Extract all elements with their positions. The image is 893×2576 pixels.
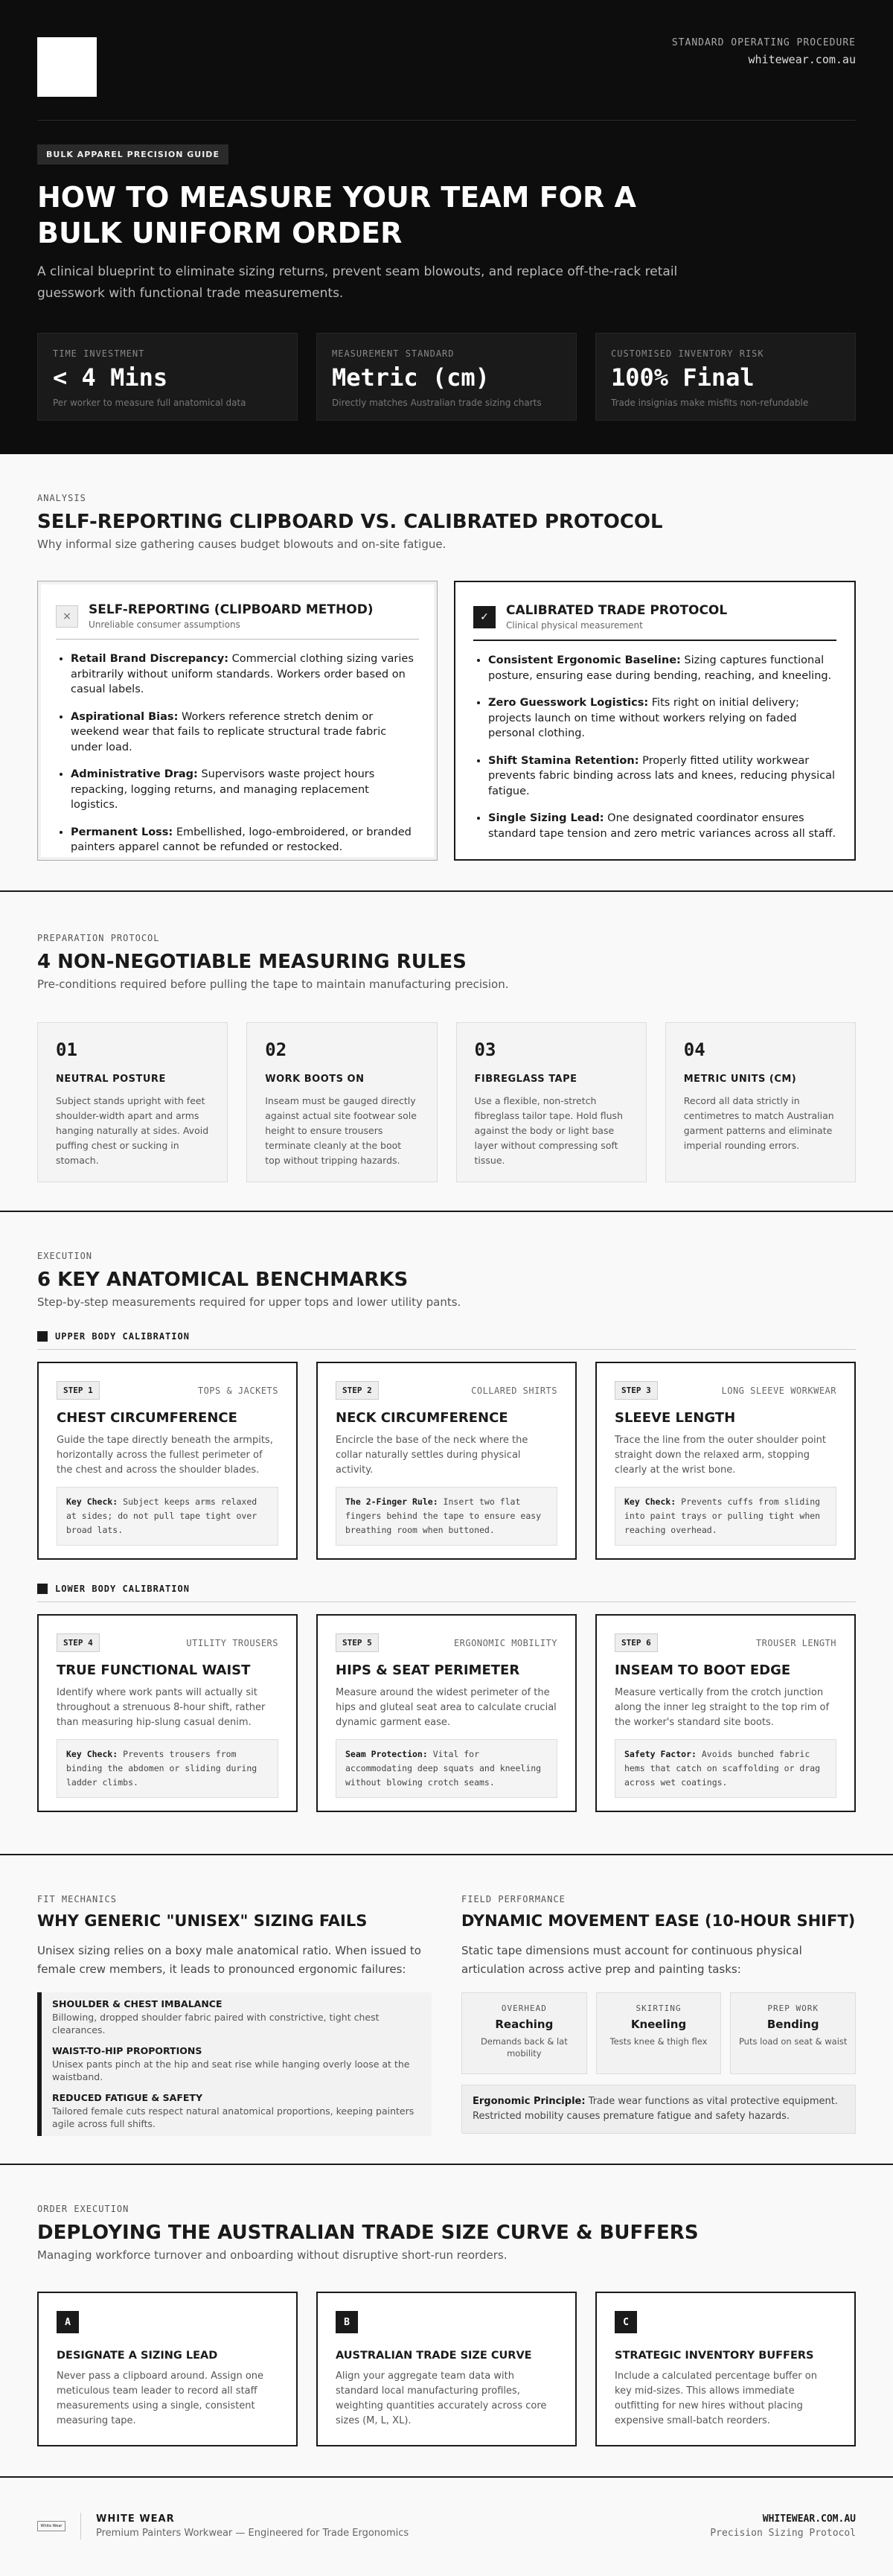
section-kicker: EXECUTION [37,1251,93,1261]
deployment-desc: Align your aggregate team data with standard local manufacturing profiles, weighting quantities accurately across core sizes (M, L, XL). [336,2371,547,2426]
card-title: SELF-REPORTING (CLIPBOARD METHOD) [89,602,374,617]
brand-logo[interactable] [37,37,97,97]
benchmark-card [316,1614,577,1812]
step-badge: STEP 6 [615,1633,658,1652]
benchmark-desc: Measure vertically from the crotch junction along the inner leg straight to the top rim of the worker's standard site boots. [615,1687,830,1728]
card-header [473,603,836,641]
deployment-card [37,2292,298,2446]
rule-desc: Use a flexible, non-stretch fibreglass tailor tape. Hold flush against the body or light base layer without compressing soft tissue. [474,1095,623,1166]
section-title: WHY GENERIC "UNISEX" SIZING FAILS [37,1912,368,1930]
upper-body-label: UPPER BODY CALIBRATION [37,1331,856,1350]
list-item [52,1998,421,2036]
item-text: Tailored female cuts respect natural anatomical proportions, keeping painters agile across full shifts. [52,2105,415,2129]
benchmark-desc: Guide the tape directly beneath the armpits, horizontally across the fullest perimeter of the chest and across the shoulder blades. [57,1435,273,1476]
benchmarks-section [0,1212,893,1855]
section-title: SELF-REPORTING CLIPBOARD VS. CALIBRATED PROTOCOL [37,511,663,533]
stat-value: 100% Final [611,363,755,392]
footer-doc-name: Precision Sizing Protocol [710,2528,856,2539]
key-check-note: Safety Factor: Avoids bunched fabric hems that catch on scaffolding or drag across wet coatings. [615,1739,836,1798]
stat-value: Metric (cm) [332,363,490,392]
rule-title: FIBREGLASS TAPE [474,1074,577,1085]
movement-grid [461,1992,856,2074]
deployment-title: AUSTRALIAN TRADE SIZE CURVE [336,2350,532,2362]
deployment-title: STRATEGIC INVENTORY BUFFERS [615,2350,814,2362]
list-item: • Single Sizing Lead: One designated coordinator ensures standard tape tension and zero metric variances across all staff. [488,811,836,841]
check-icon: ✓ [473,606,496,628]
rule-card [456,1022,647,1182]
list-item: • Shift Stamina Retention: Properly fitted utility workwear prevents fabric binding across lats and knees, reducing physical fatigue. [488,753,836,800]
stats-row [37,333,856,421]
rule-number: 03 [474,1039,496,1060]
letter-badge: A [57,2311,79,2333]
hero-top-bar [37,37,856,121]
stat-label: MEASUREMENT STANDARD [332,348,455,359]
calibrated-protocol-card [454,581,856,861]
footer-meta [710,2513,856,2539]
benchmark-desc: Identify where work pants will actually sit throughout a strenuous 8-hour shift, rather than measuring hip-slung casual denim. [57,1687,266,1728]
deployment-desc: Never pass a clipboard around. Assign one meticulous team leader to record all staff measurements using a single, consistent measuring tape. [57,2371,264,2426]
stat-value: < 4 Mins [53,363,168,392]
failure-list [37,1992,432,2136]
stat-label: TIME INVESTMENT [53,348,145,359]
letter-badge: C [615,2311,637,2333]
rule-number: 04 [683,1039,705,1060]
step-badge: STEP 3 [615,1381,658,1400]
list-item: • Consistent Ergonomic Baseline: Sizing captures functional posture, ensuring ease during bending, reaching, and kneeling. [488,653,836,683]
deployment-title: DESIGNATE A SIZING LEAD [57,2350,218,2362]
key-check-note: Key Check: Prevents cuffs from sliding into paint trays or pulling tight when reaching overhead. [615,1487,836,1546]
section-title: DEPLOYING THE AUSTRALIAN TRADE SIZE CURVE & BUFFERS [37,2222,699,2244]
footer-brand: WHITE WEAR [96,2513,175,2525]
stat-sub: Directly matches Australian trade sizing charts [332,398,542,408]
benchmark-title: SLEEVE LENGTH [615,1410,736,1426]
key-check-note: Key Check: Subject keeps arms relaxed at sides; do not pull tape tight over broad lats. [57,1487,278,1546]
rule-desc: Inseam must be gauged directly against actual site footwear sole height to ensure trousers terminate cleanly at the boot top without tripping hazards. [265,1095,417,1166]
benchmark-desc: Measure around the widest perimeter of the hips and gluteal seat area to calculate crucial dynamic garment ease. [336,1687,557,1728]
rule-number: 01 [56,1039,77,1060]
footer-site-link[interactable]: WHITEWEAR.COM.AU [762,2513,856,2525]
key-check-note: Key Check: Prevents trousers from binding the abdomen or sliding during ladder climbs. [57,1739,278,1798]
section-subtitle: Managing workforce turnover and onboarding without disruptive short-run reorders. [37,2248,508,2262]
section-kicker: ANALYSIS [37,493,86,503]
list-item: • Aspirational Bias: Workers reference stretch denim or weekend wear that fails to replicate structural trade fabric under load. [71,710,419,756]
fit-mechanics-column [37,1894,432,2164]
movement-name: Bending [766,2018,819,2031]
step-badge: STEP 2 [336,1381,379,1400]
step-badge: STEP 5 [336,1633,379,1652]
rule-desc: Record all data strictly in centimetres to match Australian garment patterns and eliminate imperial rounding errors. [683,1095,834,1151]
doc-type: STANDARD OPERATING PROCEDURE [671,37,856,48]
movement-card [730,1992,856,2074]
key-check-note: Seam Protection: Vital for accommodating deep squats and kneeling without blowing crotch seams. [336,1739,557,1798]
issue-list [56,651,419,855]
list-item [52,2045,421,2083]
rules-grid [37,1022,856,1182]
lower-body-label: LOWER BODY CALIBRATION [37,1584,856,1602]
deployment-card [316,2292,577,2446]
step-badge: STEP 1 [57,1381,100,1400]
lower-body-grid [37,1614,856,1812]
stat-card [316,333,577,421]
section-kicker: FIELD PERFORMANCE [461,1894,566,1904]
section-title: DYNAMIC MOVEMENT EASE (10-HOUR SHIFT) [461,1912,856,1930]
footer-divider [80,2513,81,2540]
benchmark-card [595,1362,856,1560]
movement-card [596,1992,722,2074]
stat-label: CUSTOMISED INVENTORY RISK [611,348,764,359]
benchmark-card [316,1362,577,1560]
hero [0,0,893,454]
rule-title: WORK BOOTS ON [265,1074,365,1085]
movement-desc: Puts load on seat & waist [738,2036,848,2047]
section-subtitle: Why informal size gathering causes budget blowouts and on-site fatigue. [37,538,446,551]
list-item: • Permanent Loss: Embellished, logo-embroidered, or branded painters apparel cannot be refunded or restocked. [71,825,419,855]
movement-zone: OVERHEAD [501,2003,547,2013]
benchmark-title: INSEAM TO BOOT EDGE [615,1662,791,1678]
rule-number: 02 [265,1039,287,1060]
benefit-list [473,653,836,841]
footer-logo[interactable]: White Wear [37,2521,65,2531]
benchmark-card [37,1362,298,1560]
item-heading: SHOULDER & CHEST IMBALANCE [52,1998,223,2009]
section-kicker: FIT MECHANICS [37,1894,117,1904]
deployment-card [595,2292,856,2446]
field-performance-column [461,1894,856,2164]
movement-name: Reaching [495,2018,554,2031]
movement-desc: Tests knee & thigh flex [609,2036,708,2047]
stat-card [595,333,856,421]
benchmark-desc: Encircle the base of the neck where the collar naturally settles during physical activity. [336,1435,528,1476]
ergonomic-principle-note: Ergonomic Principle: Trade wear functions as vital protective equipment. Restricted mobility causes premature fatigue and safety hazards. [461,2085,856,2134]
comparison [37,581,856,861]
movement-desc: Demands back & lat mobility [480,2036,568,2059]
rule-card [665,1022,856,1182]
section-kicker: PREPARATION PROTOCOL [37,933,160,943]
list-item [52,2092,421,2130]
benchmark-desc: Trace the line from the outer shoulder point straight down the relaxed arm, stopping clearly at the wrist bone. [615,1435,826,1476]
garment-category: TROUSER LENGTH [755,1637,836,1648]
page-title: HOW TO MEASURE YOUR TEAM FOR A BULK UNIFORM ORDER [37,181,636,249]
stat-sub: Trade insignias make misfits non-refundable [611,398,809,408]
item-text: Billowing, dropped shoulder fabric paired with constrictive, tight chest clearances. [52,2012,380,2035]
step-badge: STEP 4 [57,1633,100,1652]
item-text: Unisex pants pinch at the hip and seat rise while hanging overly loose at the waistband. [52,2059,410,2082]
garment-category: ERGONOMIC MOBILITY [453,1637,557,1648]
footer-tagline: Premium Painters Workwear — Engineered for Trade Ergonomics [96,2528,409,2539]
section-subtitle: Pre-conditions required before pulling the tape to maintain manufacturing precision. [37,978,509,991]
deployment-grid [37,2292,856,2446]
section-title: 4 NON-NEGOTIABLE MEASURING RULES [37,951,467,973]
section-paragraph: Static tape dimensions must account for continuous physical articulation across active prep and painting tasks: [461,1944,802,1976]
garment-category: TOPS & JACKETS [197,1385,278,1396]
movement-zone: PREP WORK [767,2003,819,2013]
list-item: • Administrative Drag: Supervisors waste project hours repacking, logging returns, and managing replacement logistics. [71,767,419,813]
section-paragraph: Unisex sizing relies on a boxy male anatomical ratio. When issued to female crew members, it leads to pronounced ergonomic failures: [37,1944,421,1976]
card-subtitle: Unreliable consumer assumptions [89,619,240,630]
garment-category: COLLARED SHIRTS [471,1385,557,1396]
footer-brand-group [37,2513,409,2540]
cross-icon: × [56,605,78,628]
upper-body-grid [37,1362,856,1560]
benchmark-title: TRUE FUNCTIONAL WAIST [57,1662,251,1678]
letter-badge: B [336,2311,358,2333]
item-heading: WAIST-TO-HIP PROPORTIONS [52,2045,202,2056]
fit-performance-section [0,1855,893,2165]
benchmark-title: HIPS & SEAT PERIMETER [336,1662,520,1678]
list-item: • Zero Guesswork Logistics: Fits right on initial delivery; projects launch on time without workers relying on faded personal clothing. [488,695,836,742]
garment-category: LONG SLEEVE WORKWEAR [721,1385,836,1396]
site-url[interactable]: whitewear.com.au [748,53,856,66]
section-title: 6 KEY ANATOMICAL BENCHMARKS [37,1269,409,1291]
rule-card [37,1022,228,1182]
list-item: • Retail Brand Discrepancy: Commercial clothing sizing varies arbitrarily without uniform standards. Workers order based on casual labels. [71,651,419,698]
footer [0,2478,893,2575]
movement-zone: SKIRTING [636,2003,682,2013]
card-title: CALIBRATED TRADE PROTOCOL [506,603,728,618]
card-subtitle: Clinical physical measurement [506,620,643,631]
square-icon [37,1331,48,1342]
garment-category: UTILITY TROUSERS [186,1637,278,1648]
rule-card [246,1022,437,1182]
card-header [56,602,419,640]
benchmark-title: NECK CIRCUMFERENCE [336,1410,508,1426]
rule-title: METRIC UNITS (CM) [683,1074,797,1085]
benchmark-card [37,1614,298,1812]
key-check-note: The 2-Finger Rule: Insert two flat fingers behind the tape to ensure easy breathing room when buttoned. [336,1487,557,1546]
hero-meta [672,37,856,66]
square-icon [37,1584,48,1594]
rules-section [0,892,893,1212]
deployment-desc: Include a calculated percentage buffer on key mid-sizes. This allows immediate outfitting for new hires without placing expensive small-batch reorders. [615,2371,817,2426]
section-subtitle: Step-by-step measurements required for upper tops and lower utility pants. [37,1295,461,1309]
clipboard-method-card [37,581,438,861]
stat-card [37,333,298,421]
page-lead: A clinical blueprint to eliminate sizing returns, prevent seam blowouts, and replace off-the-rack retail guesswork with functional trade measurements. [37,264,678,301]
rule-title: NEUTRAL POSTURE [56,1074,166,1085]
guide-badge: BULK APPAREL PRECISION GUIDE [37,144,228,165]
movement-name: Kneeling [630,2018,687,2031]
movement-card [461,1992,587,2074]
stat-sub: Per worker to measure full anatomical data [53,398,246,408]
rule-desc: Subject stands upright with feet shoulder-width apart and arms hanging naturally at sides. Avoid puffing chest or sucking in stomach. [56,1095,209,1166]
section-kicker: ORDER EXECUTION [37,2204,129,2214]
deployment-section [0,2165,893,2478]
analysis-section [0,454,893,892]
item-heading: REDUCED FATIGUE & SAFETY [52,2092,203,2103]
benchmark-title: CHEST CIRCUMFERENCE [57,1410,237,1426]
benchmark-card [595,1614,856,1812]
